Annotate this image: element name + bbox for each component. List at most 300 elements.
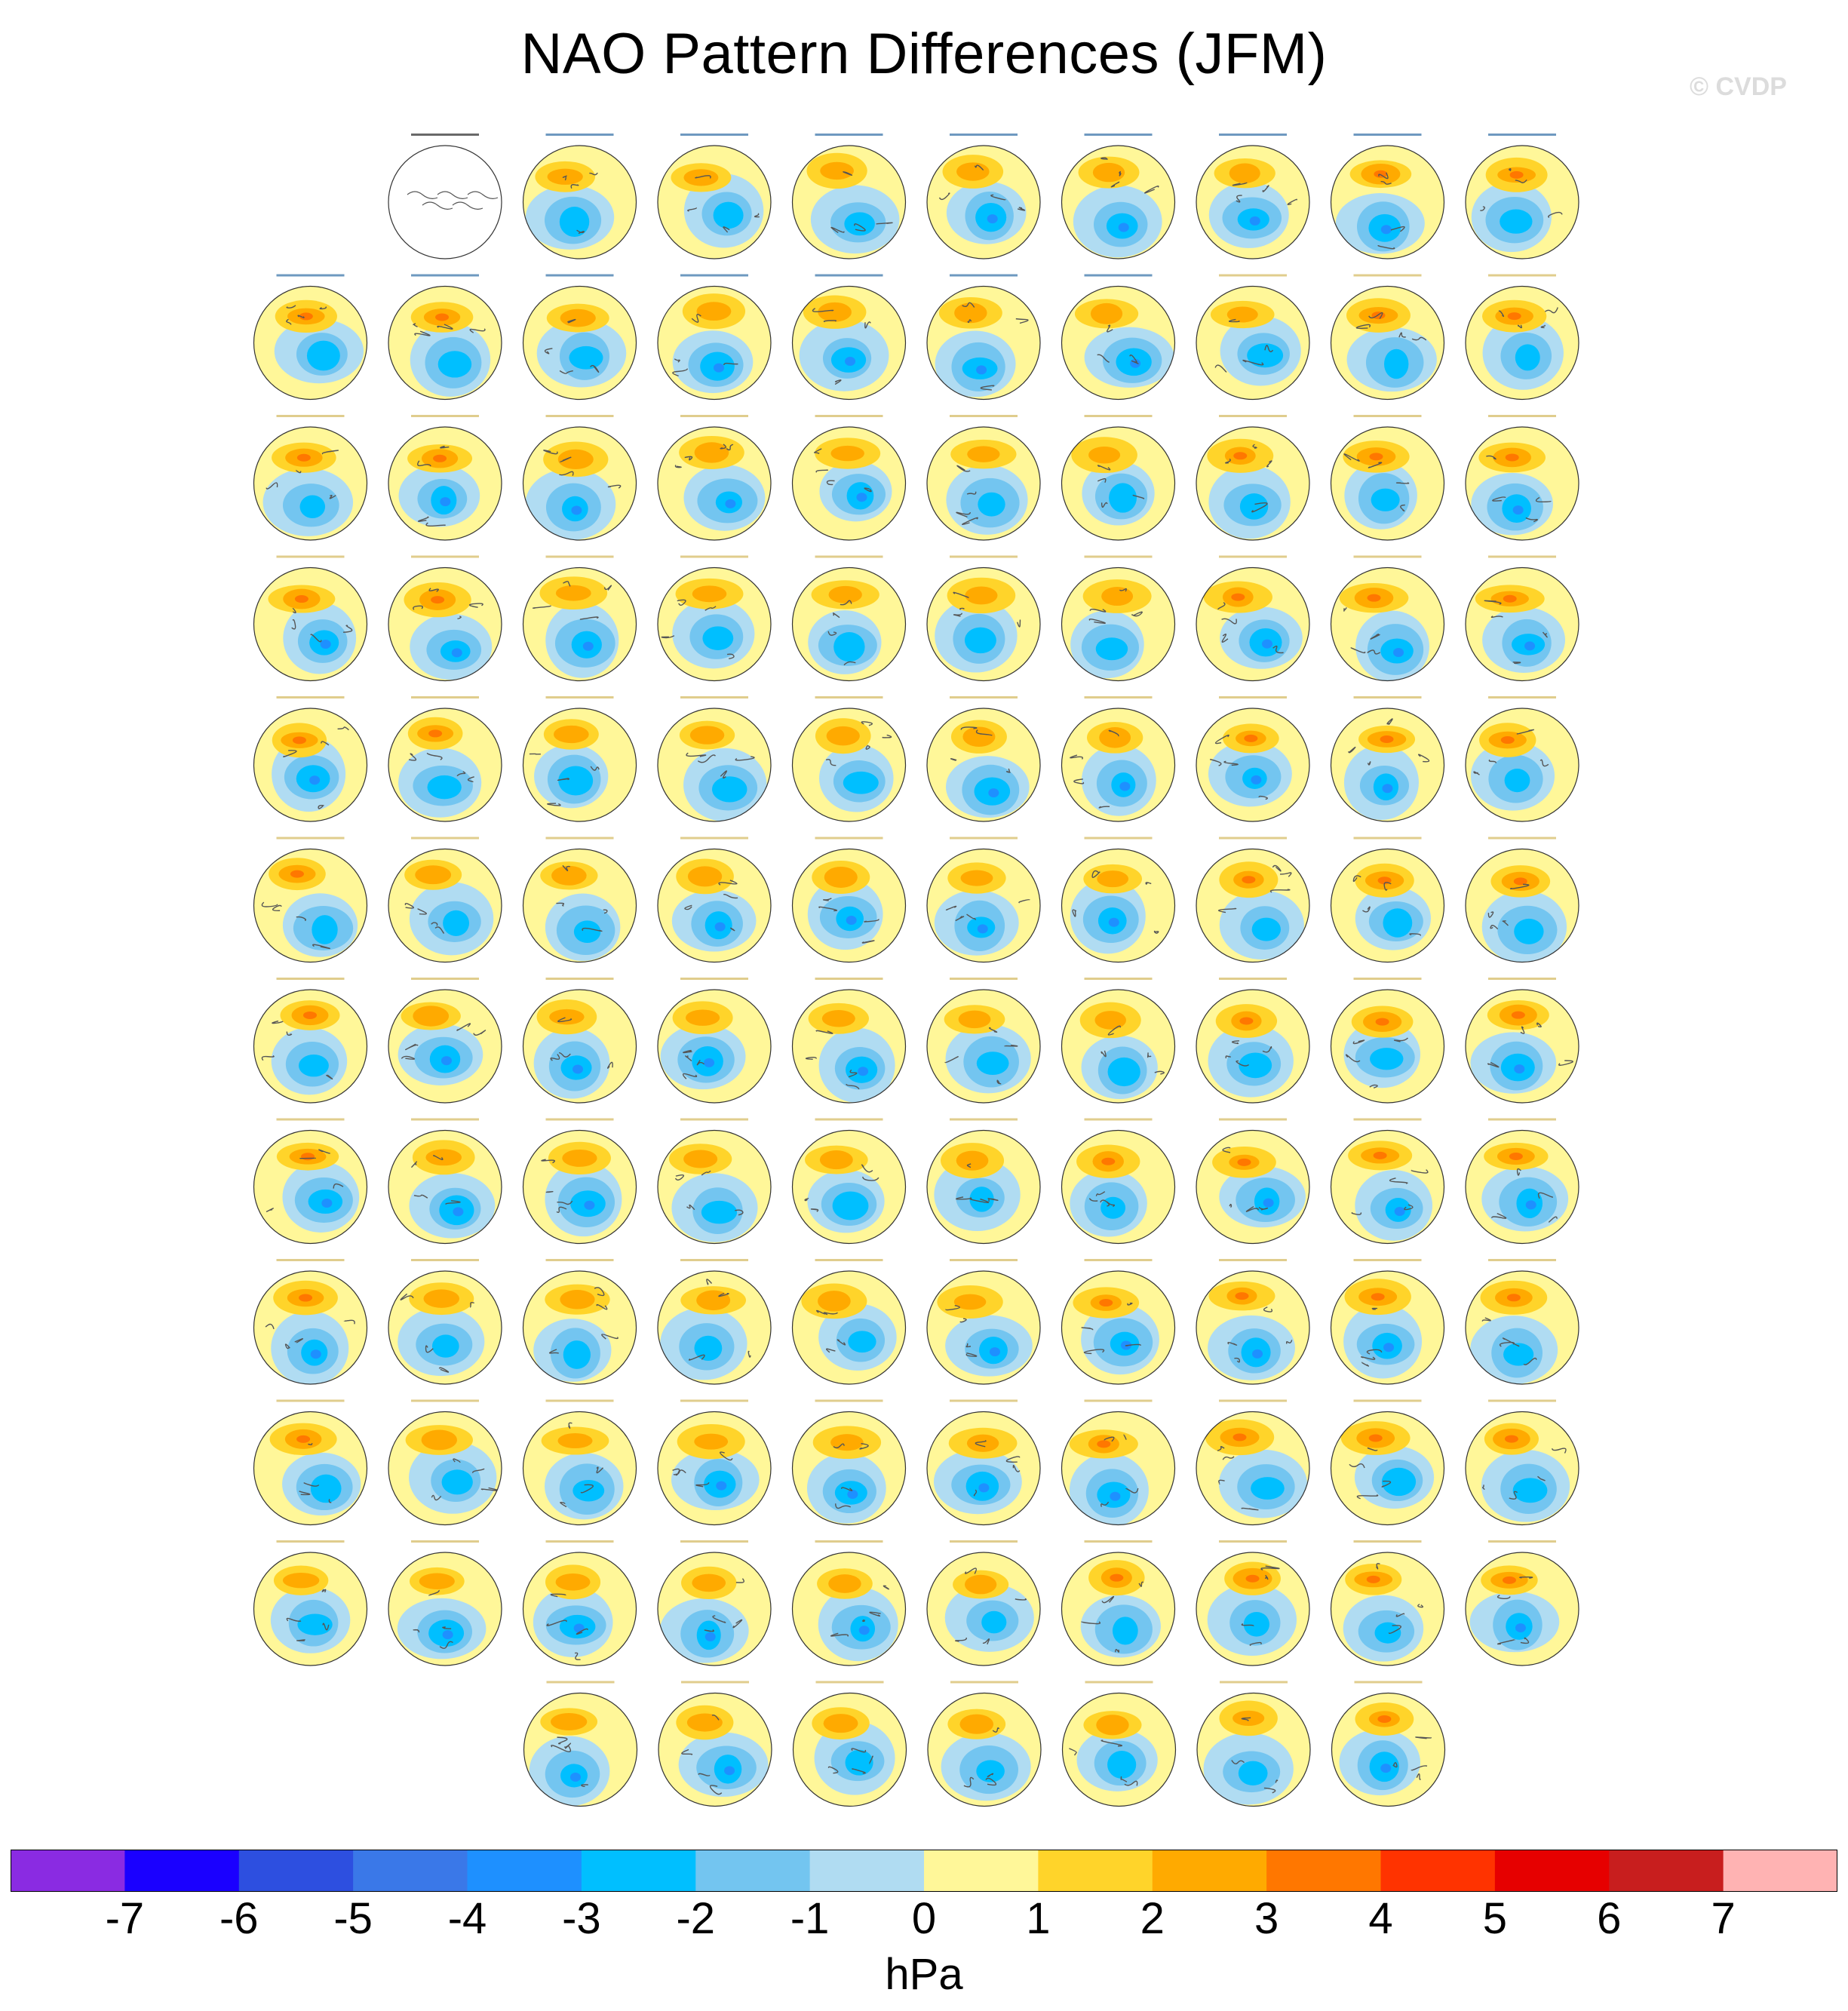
low-anomaly-region	[990, 1347, 1000, 1356]
panel-title-label	[1219, 134, 1287, 136]
map-panel	[793, 1259, 906, 1384]
map-panel	[1196, 696, 1309, 821]
high-anomaly-region	[1101, 1158, 1115, 1165]
low-anomaly-region	[725, 499, 735, 508]
high-anomaly-region	[560, 1290, 594, 1309]
map-panel	[388, 1259, 502, 1384]
map-panel	[658, 275, 771, 400]
map-panel	[1466, 837, 1579, 964]
panel-title-label	[950, 415, 1018, 417]
panel-title-label	[950, 556, 1018, 558]
panel-title-label	[277, 1259, 345, 1261]
low-anomaly-region	[701, 1201, 737, 1224]
panel-title-label	[546, 415, 614, 417]
colorbar-tick-label: 2	[1140, 1894, 1165, 1943]
high-anomaly-region	[1091, 303, 1122, 324]
panel-title-label	[1354, 275, 1422, 277]
high-anomaly-region	[1233, 452, 1247, 459]
panel-title-label	[815, 1119, 883, 1121]
high-anomaly-region	[1239, 1018, 1253, 1025]
map-panel	[927, 1259, 1040, 1384]
high-anomaly-region	[956, 1151, 989, 1171]
colorbar-tick-label: 1	[1026, 1894, 1051, 1943]
panel-title-label	[1219, 415, 1287, 417]
high-anomaly-region	[1367, 1576, 1380, 1583]
high-anomaly-region	[425, 1149, 462, 1165]
high-anomaly-region	[1374, 1152, 1387, 1159]
map-panel	[1466, 134, 1579, 259]
high-anomaly-region	[299, 1294, 312, 1302]
high-anomaly-region	[290, 870, 304, 878]
map-panel	[1062, 1259, 1175, 1384]
low-anomaly-region	[311, 1475, 342, 1503]
low-anomaly-region	[1383, 908, 1412, 937]
map-panel	[1331, 275, 1444, 400]
low-anomaly-region	[705, 1632, 716, 1641]
high-anomaly-region	[435, 314, 449, 321]
high-anomaly-region	[961, 870, 993, 886]
high-anomaly-region	[692, 1574, 726, 1592]
high-anomaly-region	[1099, 727, 1131, 748]
high-anomaly-region	[1509, 1153, 1523, 1160]
low-anomaly-region	[440, 497, 450, 506]
low-anomaly-region	[716, 1481, 726, 1491]
map-panel	[1332, 1681, 1445, 1807]
panel-title-label	[411, 556, 479, 558]
low-anomaly-region	[560, 207, 589, 237]
panel-title-label	[1354, 134, 1422, 136]
high-anomaly-region	[1097, 1440, 1110, 1448]
panel-title-label	[1219, 556, 1287, 558]
map-panel	[524, 1681, 637, 1807]
low-anomaly-region	[299, 1055, 329, 1076]
low-anomaly-region	[574, 1623, 585, 1632]
low-anomaly-region	[978, 493, 1005, 517]
map-panel	[1196, 1400, 1309, 1525]
low-anomaly-region	[965, 628, 996, 654]
high-anomaly-region	[303, 1012, 317, 1019]
colorbar-units-label: hPa	[885, 1950, 963, 1999]
high-anomaly-region	[822, 1010, 855, 1027]
map-panel	[1466, 1540, 1579, 1666]
panel-title-label	[411, 134, 479, 136]
panel-title-label	[547, 1681, 615, 1684]
map-panel	[1196, 275, 1309, 400]
panel-title-label	[277, 275, 345, 277]
high-anomaly-region	[1233, 1433, 1247, 1441]
high-anomaly-region	[1088, 447, 1120, 463]
low-anomaly-region	[1382, 784, 1392, 793]
low-anomaly-region	[1395, 1207, 1405, 1216]
map-panel	[927, 275, 1040, 400]
low-anomaly-region	[297, 1614, 332, 1635]
low-anomaly-region	[571, 506, 582, 515]
map-panel	[658, 1540, 771, 1666]
map-panel	[1196, 978, 1309, 1103]
colorbar-tick-label: -2	[676, 1894, 716, 1943]
low-anomaly-region	[321, 640, 331, 649]
low-anomaly-region	[1514, 1064, 1524, 1073]
low-anomaly-region	[981, 1611, 1006, 1634]
panel-title-label	[546, 1119, 614, 1121]
map-panel	[254, 978, 367, 1103]
panel-title-label	[1488, 978, 1556, 980]
panel-title-label	[411, 696, 479, 698]
panel-title-label	[815, 134, 883, 136]
high-anomaly-region	[1368, 594, 1381, 602]
map-panel	[658, 1119, 771, 1244]
colorbar-tick-label: 5	[1482, 1894, 1508, 1943]
panel-title-label	[411, 415, 479, 417]
low-anomaly-region	[1263, 1199, 1274, 1208]
low-anomaly-region	[1370, 1048, 1403, 1070]
panel-title-label	[277, 556, 345, 558]
map-panel	[1331, 837, 1444, 963]
high-anomaly-region	[954, 1294, 987, 1310]
high-anomaly-region	[824, 1714, 858, 1733]
panel-title-label	[277, 978, 345, 980]
map-panel	[1466, 1119, 1579, 1244]
colorbar-tick-label: 7	[1711, 1894, 1736, 1943]
low-anomaly-region	[1383, 1343, 1394, 1352]
high-anomaly-region	[695, 442, 729, 462]
low-anomaly-region	[712, 776, 747, 802]
map-panel	[1062, 275, 1175, 400]
low-anomaly-region	[1380, 1764, 1391, 1773]
high-anomaly-region	[818, 1291, 851, 1312]
panel-title-label	[1219, 275, 1287, 277]
map-panel	[658, 134, 771, 259]
low-anomaly-region	[844, 212, 875, 235]
panel-title-label	[680, 978, 748, 980]
map-panel	[523, 696, 637, 821]
map-panel	[658, 1681, 772, 1807]
colorbar-tick-label: 6	[1597, 1894, 1622, 1943]
low-anomaly-region	[988, 788, 999, 797]
colorbar-swatch	[1038, 1850, 1153, 1892]
low-anomaly-region	[856, 493, 867, 502]
low-anomaly-region	[1371, 489, 1400, 511]
low-anomaly-region	[309, 775, 320, 784]
low-anomaly-region	[847, 1490, 858, 1499]
low-anomaly-region	[1247, 343, 1283, 367]
panel-title-label	[1488, 1400, 1556, 1402]
map-panel	[927, 1540, 1040, 1666]
low-anomaly-region	[442, 1469, 473, 1494]
panel-title-label	[1085, 134, 1153, 136]
high-anomaly-region	[551, 1713, 587, 1730]
panel-title-label	[1085, 1400, 1153, 1402]
colorbar-swatch	[1381, 1850, 1496, 1892]
map-panel	[927, 556, 1040, 681]
panel-title-label	[1354, 978, 1422, 980]
high-anomaly-region	[562, 1150, 597, 1167]
panel-title-label	[950, 275, 1018, 277]
map-panel	[793, 415, 906, 540]
high-anomaly-region	[1101, 587, 1133, 606]
high-anomaly-region	[1503, 1577, 1516, 1584]
high-anomaly-region	[556, 585, 591, 601]
colorbar-swatch	[810, 1850, 925, 1892]
panel-title-label	[546, 556, 614, 558]
panel-title-label	[546, 696, 614, 698]
high-anomaly-region	[301, 1153, 315, 1160]
high-anomaly-region	[1246, 1575, 1260, 1583]
high-anomaly-region	[1237, 1159, 1251, 1166]
panel-title-label	[815, 837, 883, 840]
high-anomaly-region	[1235, 1292, 1248, 1300]
low-anomaly-region	[1113, 1616, 1138, 1644]
map-panel	[254, 275, 367, 400]
low-anomaly-region	[714, 364, 724, 373]
colorbar-tick-label: -6	[219, 1894, 259, 1943]
high-anomaly-region	[956, 162, 990, 180]
map-panel	[927, 1119, 1040, 1244]
map-panel	[927, 415, 1040, 540]
low-anomaly-region	[307, 341, 340, 371]
map-panel	[254, 556, 367, 681]
low-anomaly-region	[715, 923, 726, 932]
panel-title-label	[1219, 696, 1287, 698]
high-anomaly-region	[283, 1573, 319, 1588]
high-anomaly-region	[1242, 876, 1255, 883]
panel-title-label	[546, 1400, 614, 1402]
colorbar-tick-labels	[0, 1893, 1848, 1946]
map-panel	[388, 556, 502, 681]
low-anomaly-region	[558, 766, 593, 796]
low-anomaly-region	[432, 1334, 459, 1357]
high-anomaly-region	[1244, 735, 1257, 742]
map-panel	[1196, 134, 1309, 259]
high-anomaly-region	[688, 866, 722, 886]
map-panel	[388, 1119, 502, 1244]
panel-title-label	[277, 415, 345, 417]
high-anomaly-region	[419, 1573, 455, 1589]
map-panel	[793, 978, 906, 1103]
colorbar-tick-label: 3	[1254, 1894, 1279, 1943]
map-panel	[388, 415, 502, 540]
high-anomaly-region	[1231, 594, 1245, 601]
low-anomaly-region	[1384, 349, 1408, 379]
high-anomaly-region	[683, 169, 718, 186]
high-anomaly-region	[433, 455, 447, 462]
panel-title-label	[950, 1681, 1018, 1684]
low-anomaly-region	[978, 924, 988, 933]
map-panel	[658, 415, 771, 540]
low-anomaly-region	[846, 916, 857, 925]
high-anomaly-region	[1380, 735, 1394, 743]
high-anomaly-region	[549, 1009, 584, 1024]
low-anomaly-region	[1526, 1200, 1536, 1209]
map-panel	[523, 134, 637, 259]
low-anomaly-region	[1109, 918, 1119, 927]
high-anomaly-region	[1505, 1435, 1518, 1443]
high-anomaly-region	[959, 1715, 993, 1734]
colorbar-swatch	[353, 1850, 468, 1892]
low-anomaly-region	[300, 496, 326, 518]
colorbar-tick-label: 4	[1368, 1894, 1393, 1943]
high-anomaly-region	[415, 865, 451, 884]
high-anomaly-region	[830, 446, 864, 461]
panel-title-label	[680, 415, 748, 417]
panel-title-label	[680, 837, 748, 840]
high-anomaly-region	[560, 309, 596, 327]
map-panel	[1062, 134, 1175, 259]
panel-title-label	[1085, 978, 1153, 980]
low-anomaly-region	[1251, 775, 1261, 784]
map-panel	[1062, 1119, 1175, 1244]
panel-title-label	[680, 134, 748, 136]
panel-title-label	[680, 1119, 748, 1121]
map-panel	[1466, 275, 1579, 400]
colorbar-swatch	[582, 1850, 696, 1892]
panel-disc	[388, 146, 502, 259]
panel-title-label	[546, 978, 614, 980]
map-panel	[388, 837, 502, 963]
low-anomaly-region	[1252, 918, 1281, 941]
coastline	[546, 1192, 553, 1193]
high-anomaly-region	[424, 1289, 459, 1307]
panel-title-label	[950, 134, 1018, 136]
map-panel	[793, 1119, 906, 1244]
high-anomaly-region	[818, 302, 852, 322]
high-anomaly-region	[554, 726, 589, 743]
map-panel	[1196, 415, 1309, 540]
map-panel	[1466, 415, 1579, 540]
low-anomaly-region	[1251, 1477, 1285, 1500]
low-anomaly-region	[858, 1067, 868, 1076]
panel-title-label	[815, 1540, 883, 1543]
map-panel	[658, 978, 771, 1103]
low-anomaly-region	[1109, 483, 1137, 512]
low-anomaly-region	[573, 1064, 583, 1073]
map-panel	[1466, 556, 1579, 681]
panel-title-label	[815, 696, 883, 698]
low-anomaly-region	[1513, 1478, 1548, 1503]
map-panel	[523, 1400, 637, 1525]
panel-title-label	[950, 1259, 1018, 1261]
panel-title-label	[1085, 275, 1153, 277]
low-anomaly-region	[1500, 210, 1532, 234]
panel-title-label	[277, 1119, 345, 1121]
map-panel	[1331, 1119, 1444, 1244]
high-anomaly-region	[1369, 1435, 1383, 1442]
map-panel	[1196, 837, 1309, 963]
high-anomaly-region	[1097, 870, 1128, 887]
low-anomaly-region	[1515, 1623, 1526, 1632]
high-anomaly-region	[293, 736, 306, 744]
low-anomaly-region	[833, 632, 864, 662]
map-panel	[1466, 978, 1579, 1103]
high-anomaly-region	[959, 1011, 991, 1029]
high-anomaly-region	[827, 726, 860, 745]
panel-title-label	[277, 1540, 345, 1543]
low-anomaly-region	[1252, 1349, 1263, 1359]
low-anomaly-region	[311, 1349, 321, 1359]
high-anomaly-region	[1376, 1018, 1389, 1026]
high-anomaly-region	[1377, 1715, 1391, 1723]
map-panel	[658, 556, 771, 681]
low-anomaly-region	[441, 1056, 452, 1065]
low-anomaly-region	[453, 1207, 463, 1216]
high-anomaly-region	[1369, 453, 1383, 460]
panel-title-label	[1488, 837, 1556, 840]
panel-title-label	[680, 1259, 748, 1261]
panel-title-label	[1220, 1681, 1288, 1684]
map-panel	[388, 134, 502, 259]
high-anomaly-region	[697, 302, 732, 321]
map-panel	[254, 1259, 367, 1386]
high-anomaly-region	[413, 1006, 449, 1026]
high-anomaly-region	[551, 866, 587, 886]
high-anomaly-region	[1503, 595, 1517, 603]
low-anomaly-region	[833, 1191, 869, 1220]
colorbar-tick-label: -7	[105, 1894, 145, 1943]
coastline	[863, 1620, 864, 1621]
panel-title-label	[1085, 1540, 1153, 1543]
map-panel	[927, 837, 1040, 963]
low-anomaly-region	[321, 1199, 332, 1208]
panel-title-label	[546, 275, 614, 277]
panel-title-label	[411, 1540, 479, 1543]
high-anomaly-region	[967, 1435, 999, 1452]
panel-title-label	[815, 415, 883, 417]
map-panel	[388, 1400, 502, 1525]
coastline	[1397, 483, 1409, 484]
high-anomaly-region	[824, 867, 858, 888]
map-panel	[254, 696, 367, 821]
low-anomaly-region	[1524, 641, 1535, 650]
panel-title-label	[815, 275, 883, 277]
map-panel	[1331, 1400, 1444, 1525]
low-anomaly-region	[1250, 216, 1260, 226]
colorbar-swatch	[1266, 1850, 1381, 1892]
high-anomaly-region	[422, 1429, 457, 1450]
map-panel	[254, 1540, 367, 1666]
panel-title-label	[546, 134, 614, 136]
low-anomaly-region	[1107, 1751, 1136, 1779]
panel-title-label	[546, 1259, 614, 1261]
panel-title-label	[1219, 1400, 1287, 1402]
map-panel	[523, 1119, 637, 1244]
high-anomaly-region	[687, 1714, 723, 1732]
high-anomaly-region	[1229, 163, 1260, 183]
low-anomaly-region	[1513, 505, 1524, 514]
colorbar-tick-label: 0	[911, 1894, 937, 1943]
low-anomaly-region	[574, 920, 600, 943]
colorbar-swatch	[924, 1850, 1039, 1892]
panel-title-label	[1219, 1119, 1287, 1121]
panel-title-label	[1354, 1119, 1422, 1121]
high-anomaly-region	[1507, 1294, 1521, 1301]
panel-title-label	[1488, 415, 1556, 417]
map-panel	[254, 415, 367, 540]
high-anomaly-region	[1512, 1012, 1525, 1019]
colorbar-tick-label: -5	[333, 1894, 373, 1943]
panel-title-label	[411, 837, 479, 840]
map-panel	[388, 978, 502, 1103]
panel-title-label	[1085, 415, 1153, 417]
map-panel	[254, 1400, 367, 1525]
high-anomaly-region	[962, 726, 995, 747]
low-anomaly-region	[1514, 919, 1543, 944]
low-anomaly-region	[977, 1052, 1009, 1075]
low-anomaly-region	[976, 365, 987, 374]
map-panel	[523, 556, 637, 681]
high-anomaly-region	[1371, 1293, 1385, 1300]
map-panel	[1196, 1119, 1309, 1244]
map-panel	[1196, 1540, 1309, 1666]
